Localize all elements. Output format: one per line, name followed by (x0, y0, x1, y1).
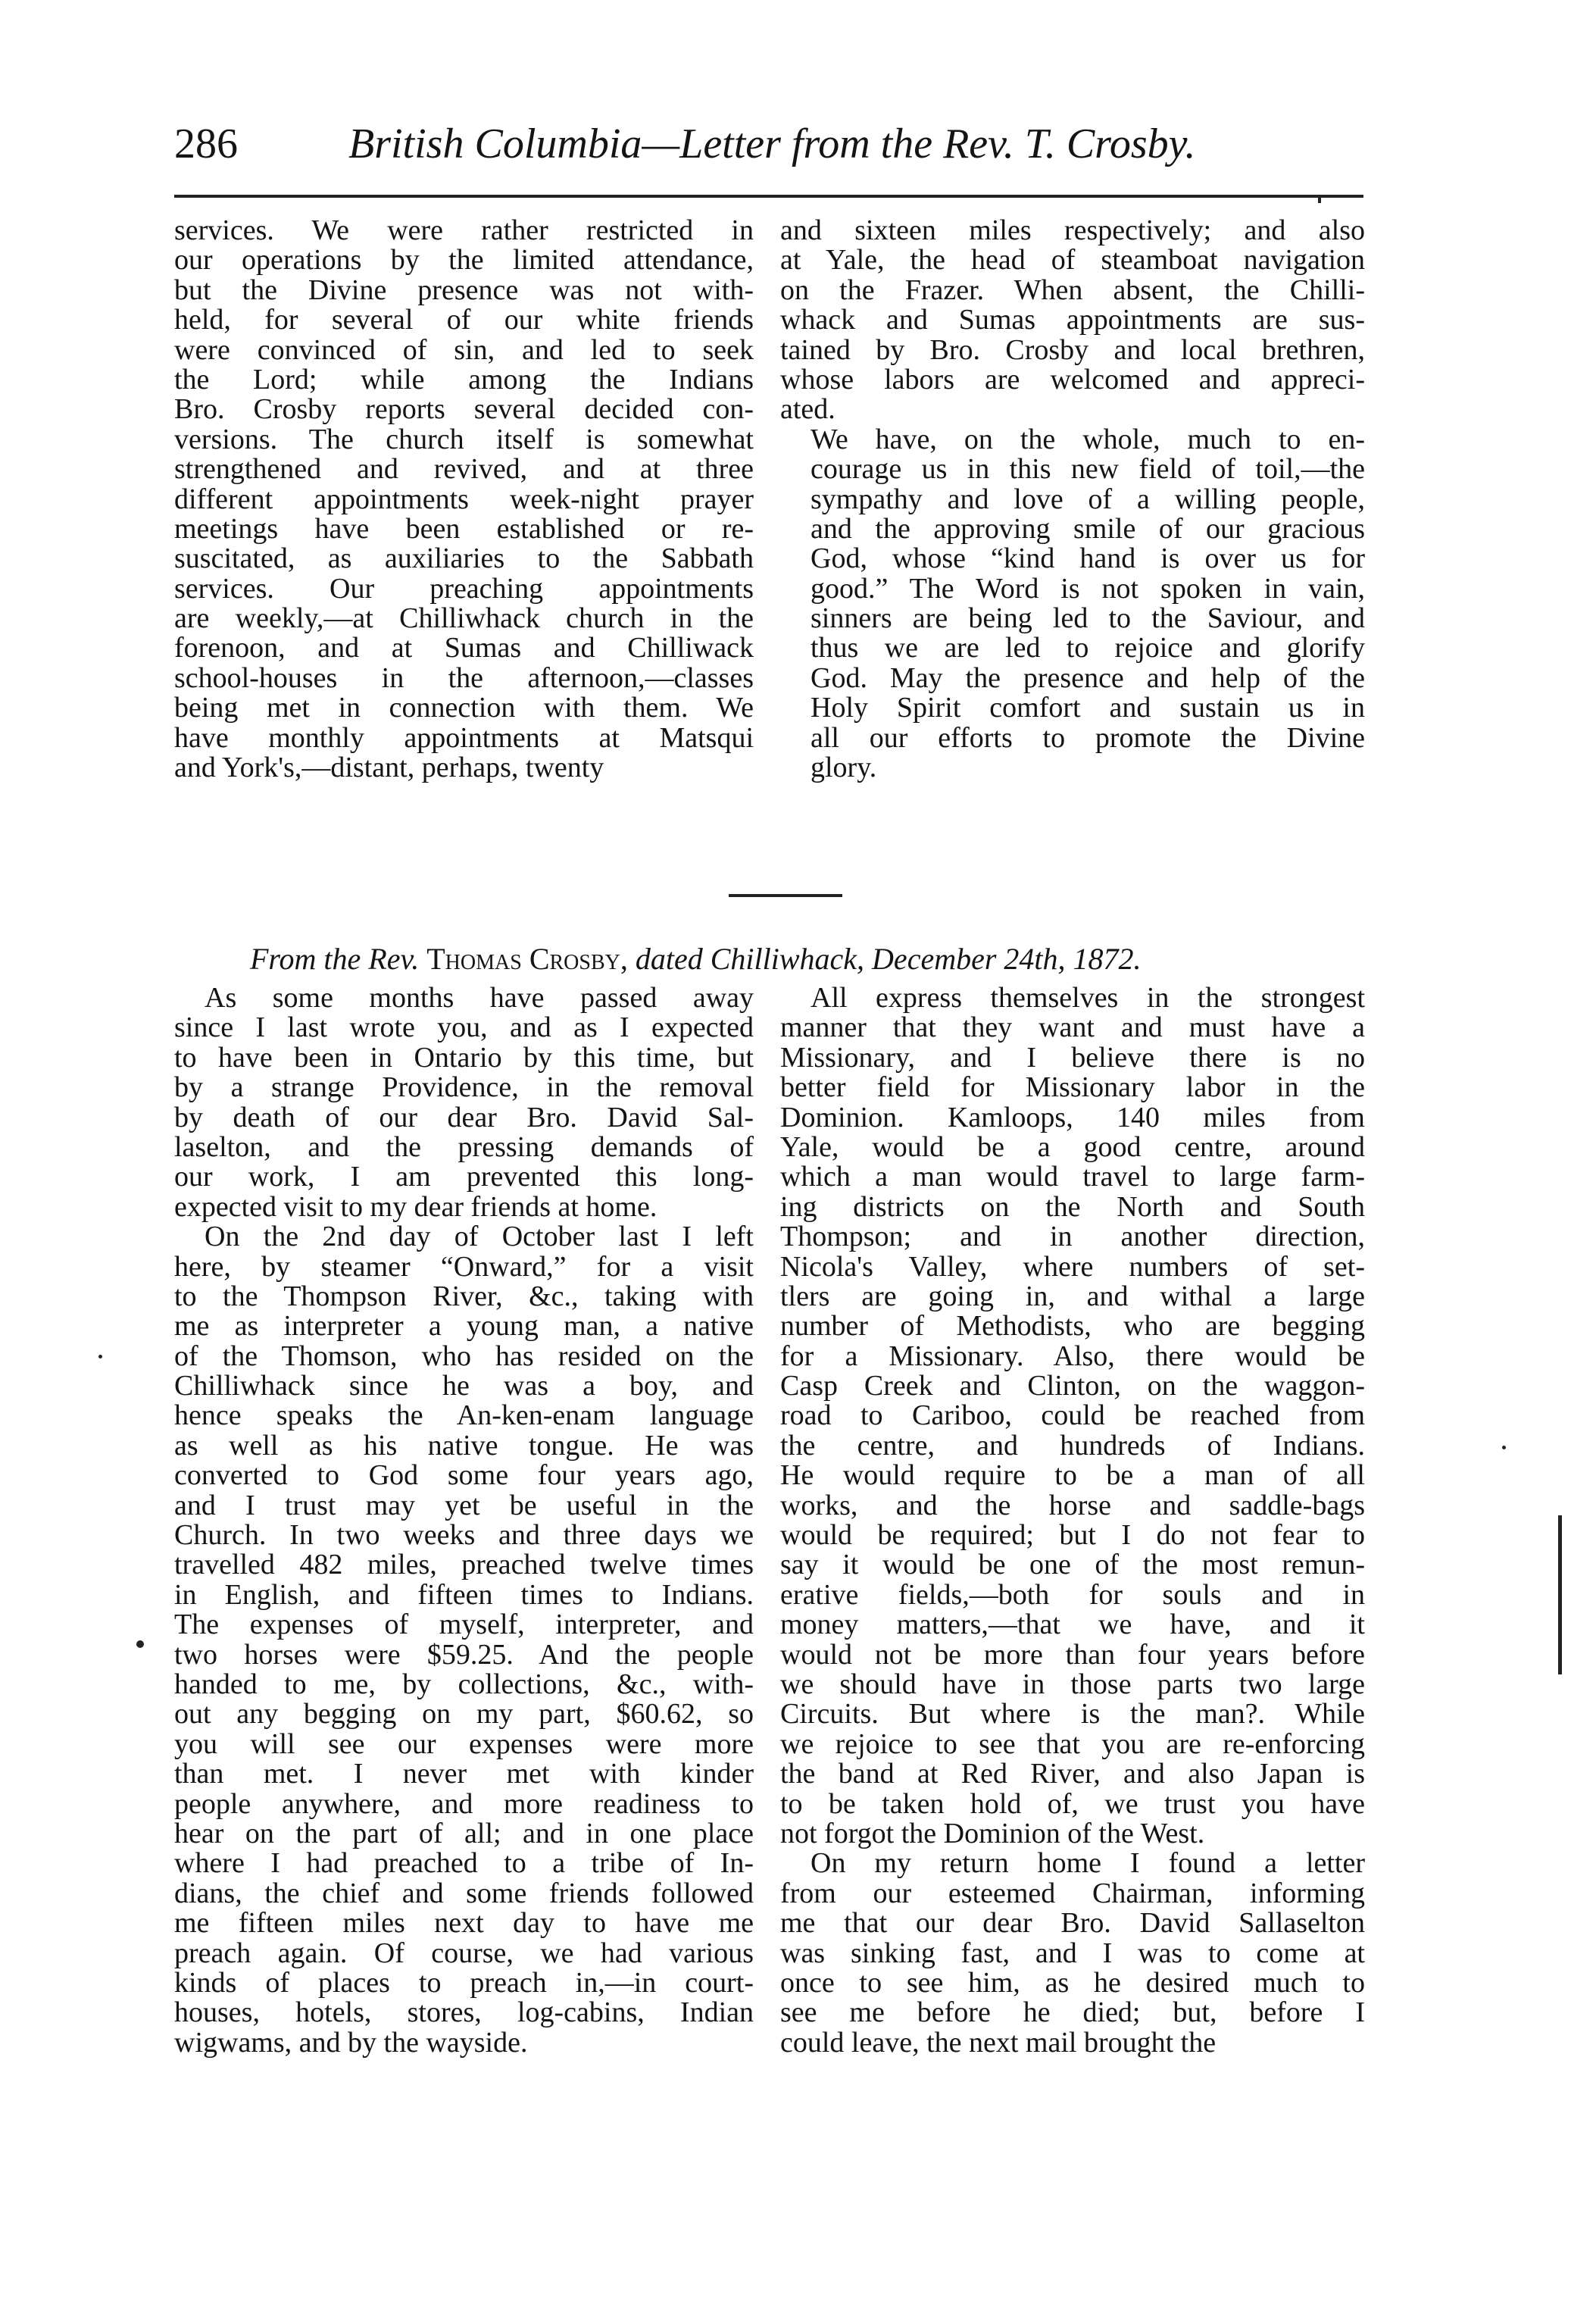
text-line: number of Methodists, who are begging (780, 1310, 1365, 1343)
text-line: works, and the horse and saddle-bags (780, 1489, 1365, 1521)
text-line: Thompson; and in another direction, (780, 1221, 1365, 1253)
text-line: expected visit to my dear friends at home. (174, 1190, 657, 1223)
text-line: Casp Creek and Clinton, on the waggon- (780, 1370, 1365, 1402)
text-line: here, by steamer “Onward,” for a visit (174, 1250, 754, 1283)
text-line: Nicola's Valley, where numbers of set- (780, 1250, 1365, 1283)
text-line: for a Missionary. Also, there would be (780, 1340, 1365, 1372)
text-line: to the Thompson River, &c., taking with (174, 1280, 754, 1312)
text-line: would not be more than four years before (780, 1638, 1365, 1671)
text-line: Circuits. But where is the man?. While (780, 1698, 1365, 1731)
text-line: to have been in Ontario by this time, but (174, 1041, 754, 1074)
text-line: would be required; but I do not fear to (780, 1519, 1365, 1552)
section-separator (729, 894, 842, 897)
text-line: Holy Spirit comfort and sustain us in (810, 692, 1365, 724)
text-line: were convinced of sin, and led to seek (174, 333, 754, 366)
text-line: ing districts on the North and South (780, 1190, 1365, 1223)
text-line: The expenses of myself, interpreter, and (174, 1609, 754, 1641)
text-line: say it would be one of the most remun- (780, 1549, 1365, 1581)
text-line: on the Frazer. When absent, the Chilli- (780, 274, 1365, 306)
text-line: and I trust may yet be useful in the (174, 1489, 754, 1521)
text-line: thus we are led to rejoice and glorify (810, 632, 1365, 664)
text-line: hear on the part of all; and in one place (174, 1817, 754, 1849)
text-line: but the Divine presence was not with- (174, 274, 754, 306)
text-line: laselton, and the pressing demands of (174, 1130, 754, 1163)
text-line: hence speaks the An-ken-enam language (174, 1399, 754, 1432)
letter-left-column (174, 983, 754, 2058)
dateline-from: From the Rev. (250, 942, 420, 976)
text-line: converted to God some four years ago, (174, 1459, 754, 1492)
text-line: All express themselves in the strongest (810, 982, 1365, 1014)
text-line: sympathy and love of a willing people, (810, 483, 1365, 515)
letter-right-column (780, 983, 1365, 2058)
text-line: dians, the chief and some friends followed (174, 1877, 754, 1909)
text-line: manner that they want and must have a (780, 1011, 1365, 1044)
text-line: strengthened and revived, and at three (174, 453, 754, 486)
text-line: services. Our preaching appointments (174, 572, 754, 605)
text-line: to be taken hold of, we trust you have (780, 1787, 1365, 1820)
text-line: from our esteemed Chairman, informing (780, 1877, 1365, 1909)
text-line: was sinking fast, and I was to come at (780, 1937, 1365, 1969)
paragraph (780, 216, 1365, 425)
text-line: God. May the presence and help of the (810, 661, 1365, 694)
paragraph (174, 983, 754, 1222)
text-line: as well as his native tongue. He was (174, 1429, 754, 1462)
text-line: tlers are going in, and withal a large (780, 1280, 1365, 1312)
text-line: Yale, would be a good centre, around (780, 1130, 1365, 1163)
text-line: where I had preached to a tribe of In- (174, 1847, 754, 1880)
text-line: tained by Bro. Crosby and local brethren, (780, 333, 1365, 366)
text-line: our work, I am prevented this long- (174, 1161, 754, 1193)
text-line: the Lord; while among the Indians (174, 363, 754, 396)
text-line: me fifteen miles next day to have me (174, 1907, 754, 1940)
paragraph (174, 216, 754, 783)
paragraph (780, 425, 1365, 783)
letter-dateline (250, 940, 1326, 979)
text-line: He would require to be a man of all (780, 1459, 1365, 1492)
text-line: two horses were $59.25. And the people (174, 1638, 754, 1671)
dateline-author: Thomas Crosby, (426, 942, 628, 976)
text-line: which a man would travel to large farm- (780, 1161, 1365, 1193)
text-line: kinds of places to preach in,—in court- (174, 1966, 754, 1999)
text-line: the centre, and hundreds of Indians. (780, 1429, 1365, 1462)
text-line: different appointments week-night prayer (174, 483, 754, 515)
text-line: meetings have been established or re- (174, 512, 754, 545)
margin-dot (136, 1640, 144, 1648)
text-line: not forgot the Dominion of the West. (780, 1817, 1205, 1849)
dateline-date: dated Chilliwhack, December 24th, 1872. (635, 942, 1142, 976)
text-line: me as interpreter a young man, a native (174, 1310, 754, 1343)
text-line: services. We were rather restricted in (174, 214, 754, 246)
text-line: glory. (810, 752, 877, 784)
text-line: we rejoice to see that you are re-enforcing (780, 1727, 1365, 1760)
text-line: We have, on the whole, much to en- (810, 423, 1365, 455)
text-line: at Yale, the head of steamboat navigation (780, 244, 1365, 277)
top-right-column (780, 216, 1365, 783)
text-line: forenoon, and at Sumas and Chilliwack (174, 632, 754, 664)
text-line: by death of our dear Bro. David Sal- (174, 1101, 754, 1133)
text-line: in English, and fifteen times to Indians. (174, 1578, 754, 1611)
paragraph (174, 1222, 754, 2058)
text-line: the band at Red River, and also Japan is (780, 1758, 1365, 1790)
text-line: me that our dear Bro. David Sallaselton (780, 1907, 1365, 1940)
text-line: people anywhere, and more readiness to (174, 1787, 754, 1820)
text-line: whose labors are welcomed and appreci- (780, 363, 1365, 396)
text-line: travelled 482 miles, preached twelve times (174, 1549, 754, 1581)
text-line: of the Thomson, who has resided on the (174, 1340, 754, 1372)
text-line: our operations by the limited attendance, (174, 244, 754, 277)
paragraph (780, 1849, 1365, 2058)
text-line: once to see him, as he desired much to (780, 1966, 1365, 1999)
text-line: we should have in those parts two large (780, 1668, 1365, 1700)
text-line: school-houses in the afternoon,—classes (174, 661, 754, 694)
text-line: Church. In two weeks and three days we (174, 1519, 754, 1552)
text-line: held, for several of our white friends (174, 304, 754, 336)
text-line: see me before he died; but, before I (780, 1996, 1365, 2029)
text-line: better field for Missionary labor in the (780, 1071, 1365, 1104)
text-line: courage us in this new field of toil,—the (810, 453, 1365, 486)
text-line: than met. I never met with kinder (174, 1758, 754, 1790)
text-line: have monthly appointments at Matsqui (174, 721, 754, 754)
text-line: suscitated, as auxiliaries to the Sabbath (174, 542, 754, 575)
text-line: On my return home I found a letter (810, 1847, 1365, 1880)
text-line: ated. (780, 393, 835, 426)
header-rule (174, 195, 1363, 198)
text-line: wigwams, and by the wayside. (174, 2026, 528, 2059)
text-line: Chilliwhack since he was a boy, and (174, 1370, 754, 1402)
text-line: money matters,—that we have, and it (780, 1609, 1365, 1641)
margin-dot (1318, 195, 1321, 203)
text-line: by a strange Providence, in the removal (174, 1071, 754, 1104)
text-line: Dominion. Kamloops, 140 miles from (780, 1101, 1365, 1133)
text-line: erative fields,—both for souls and in (780, 1578, 1365, 1611)
text-line: could leave, the next mail brought the (780, 2026, 1217, 2059)
margin-dot (1502, 1446, 1506, 1449)
running-head (174, 114, 1363, 174)
text-line: sinners are being led to the Saviour, and (810, 602, 1365, 635)
top-left-column (174, 216, 754, 783)
text-line: since I last wrote you, and as I expected (174, 1011, 754, 1044)
text-line: Missionary, and I believe there is no (780, 1041, 1365, 1074)
text-line: and York's,—distant, perhaps, twenty (174, 752, 604, 784)
margin-mark (1558, 1515, 1562, 1674)
text-line: are weekly,—at Chilliwhack church in the (174, 602, 754, 635)
text-line: houses, hotels, stores, log-cabins, Indian (174, 1996, 754, 2029)
text-line: On the 2nd day of October last I left (205, 1221, 754, 1253)
text-line: being met in connection with them. We (174, 692, 754, 724)
text-line: road to Cariboo, could be reached from (780, 1399, 1365, 1432)
text-line: out any begging on my part, $60.62, so (174, 1698, 754, 1731)
text-line: God, whose “kind hand is over us for (810, 542, 1365, 575)
paragraph (780, 983, 1365, 1849)
page-number: 286 (174, 120, 238, 167)
text-line: Bro. Crosby reports several decided con- (174, 393, 754, 426)
text-line: good.” The Word is not spoken in vain, (810, 572, 1365, 605)
margin-dot (98, 1355, 102, 1358)
text-line: handed to me, by collections, &c., with- (174, 1668, 754, 1700)
running-title: British Columbia—Letter from the Rev. T. Crosby. (348, 120, 1196, 167)
text-line: and the approving smile of our gracious (810, 512, 1365, 545)
text-line: you will see our expenses were more (174, 1727, 754, 1760)
text-line: and sixteen miles respectively; and also (780, 214, 1365, 246)
text-line: preach again. Of course, we had various (174, 1937, 754, 1969)
text-line: all our efforts to promote the Divine (810, 721, 1365, 754)
text-line: As some months have passed away (205, 982, 754, 1014)
text-line: whack and Sumas appointments are sus- (780, 304, 1365, 336)
text-line: versions. The church itself is somewhat (174, 423, 754, 455)
